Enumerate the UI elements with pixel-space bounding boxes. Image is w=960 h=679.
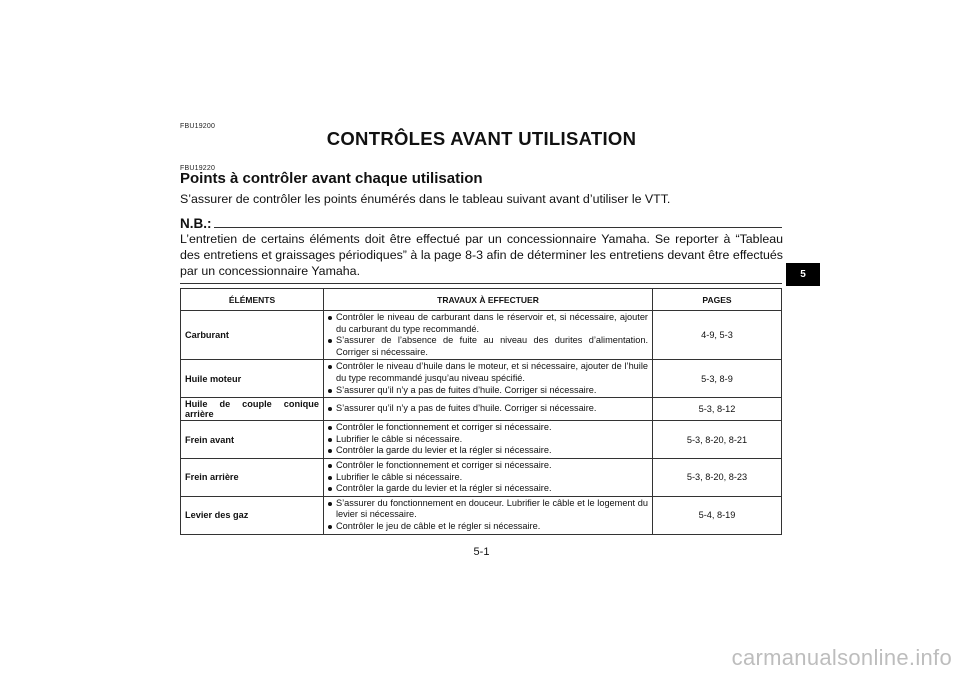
element-label: Huile moteur: [185, 373, 242, 384]
note-text: L’entretien de certains éléments doit être effectué par un concessionnaire Yamaha. Se reporter à “Tableau des entretiens et graissages périodiques” à la page 8-3 afin de déterminer les entretiens devant être effectués par un concessionnaire Yamaha.: [180, 232, 783, 278]
task-item: S’assurer de l’absence de fuite au niveau des durites d’alimentation. Corriger si nécessaire.: [328, 335, 648, 358]
header-elements: ÉLÉMENTS: [181, 289, 324, 311]
note-label: N.B.:: [180, 216, 212, 231]
tasks-cell: [324, 458, 653, 496]
task-item: Contrôler le jeu de câble et le régler si nécessaire.: [328, 521, 648, 533]
element-cell: [181, 496, 324, 534]
task-item: Contrôler le fonctionnement et corriger si nécessaire.: [328, 422, 648, 434]
pages-cell: 5-3, 8-20, 8-23: [653, 458, 782, 496]
task-item: Contrôler le niveau d’huile dans le moteur, et si nécessaire, ajouter de l’huile du type recommandé jusqu’au niveau spécifié.: [328, 361, 648, 384]
table-row: [181, 360, 782, 398]
pages-cell: 5-4, 8-19: [653, 496, 782, 534]
element-cell: [181, 360, 324, 398]
element-label: Carburant: [185, 330, 229, 341]
element-label: arrière: [185, 409, 214, 420]
tasks-cell: [324, 360, 653, 398]
note-rule-bottom: [180, 283, 782, 284]
intro-paragraph: S’assurer de contrôler les points énumérés dans le tableau suivant avant d’utiliser le VTT.: [180, 192, 671, 206]
task-item: Lubrifier le câble si nécessaire.: [328, 472, 648, 484]
pages-cell: 5-3, 8-9: [653, 360, 782, 398]
element-label: Frein arrière: [185, 472, 239, 483]
task-item: S’assurer du fonctionnement en douceur. Lubrifier le câble et le logement du levier si nécessaire.: [328, 498, 648, 521]
header-tasks: TRAVAUX À EFFECTUER: [324, 289, 653, 311]
pages-cell: 4-9, 5-3: [653, 311, 782, 360]
task-item: S’assurer qu’il n’y a pas de fuites d’huile. Corriger si nécessaire.: [328, 385, 648, 397]
pre-operation-checklist-table: [180, 288, 782, 535]
table-row: [181, 421, 782, 459]
task-item: S’assurer qu’il n’y a pas de fuites d’huile. Corriger si nécessaire.: [328, 403, 648, 415]
header-pages: PAGES: [653, 289, 782, 311]
tasks-cell: [324, 496, 653, 534]
table-row: [181, 496, 782, 534]
element-cell: [181, 458, 324, 496]
document-code-section: FBU19220: [180, 165, 216, 172]
element-cell: [181, 311, 324, 360]
watermark: carmanualsonline.info: [731, 645, 952, 670]
tasks-cell: [324, 421, 653, 459]
pages-cell: 5-3, 8-12: [653, 398, 782, 421]
section-title: Points à contrôler avant chaque utilisation: [180, 170, 483, 187]
element-cell: [181, 421, 324, 459]
table-row: [181, 311, 782, 360]
pages-cell: 5-3, 8-20, 8-21: [653, 421, 782, 459]
chapter-tab: 5: [786, 263, 820, 286]
element-cell: [181, 398, 324, 421]
note-rule-top: [214, 227, 782, 228]
page-number: 5-1: [473, 546, 490, 558]
element-label: Huile de couple conique: [185, 399, 319, 410]
table-body: [181, 311, 782, 535]
element-label: Frein avant: [185, 434, 235, 445]
chapter-title: CONTRÔLES AVANT UTILISATION: [326, 128, 637, 149]
document-code-chapter: FBU19200: [180, 123, 216, 130]
table-header-row: [181, 289, 782, 311]
table-row: [181, 398, 782, 421]
table-row: [181, 458, 782, 496]
task-item: Contrôler le fonctionnement et corriger si nécessaire.: [328, 460, 648, 472]
task-item: Lubrifier le câble si nécessaire.: [328, 434, 648, 446]
task-item: Contrôler le niveau de carburant dans le réservoir et, si nécessaire, ajouter du carburant du type recommandé.: [328, 312, 648, 335]
tasks-cell: [324, 398, 653, 421]
task-item: Contrôler la garde du levier et la régler si nécessaire.: [328, 445, 648, 457]
element-label: Levier des gaz: [185, 510, 249, 521]
task-item: Contrôler la garde du levier et la régler si nécessaire.: [328, 483, 648, 495]
tasks-cell: [324, 311, 653, 360]
